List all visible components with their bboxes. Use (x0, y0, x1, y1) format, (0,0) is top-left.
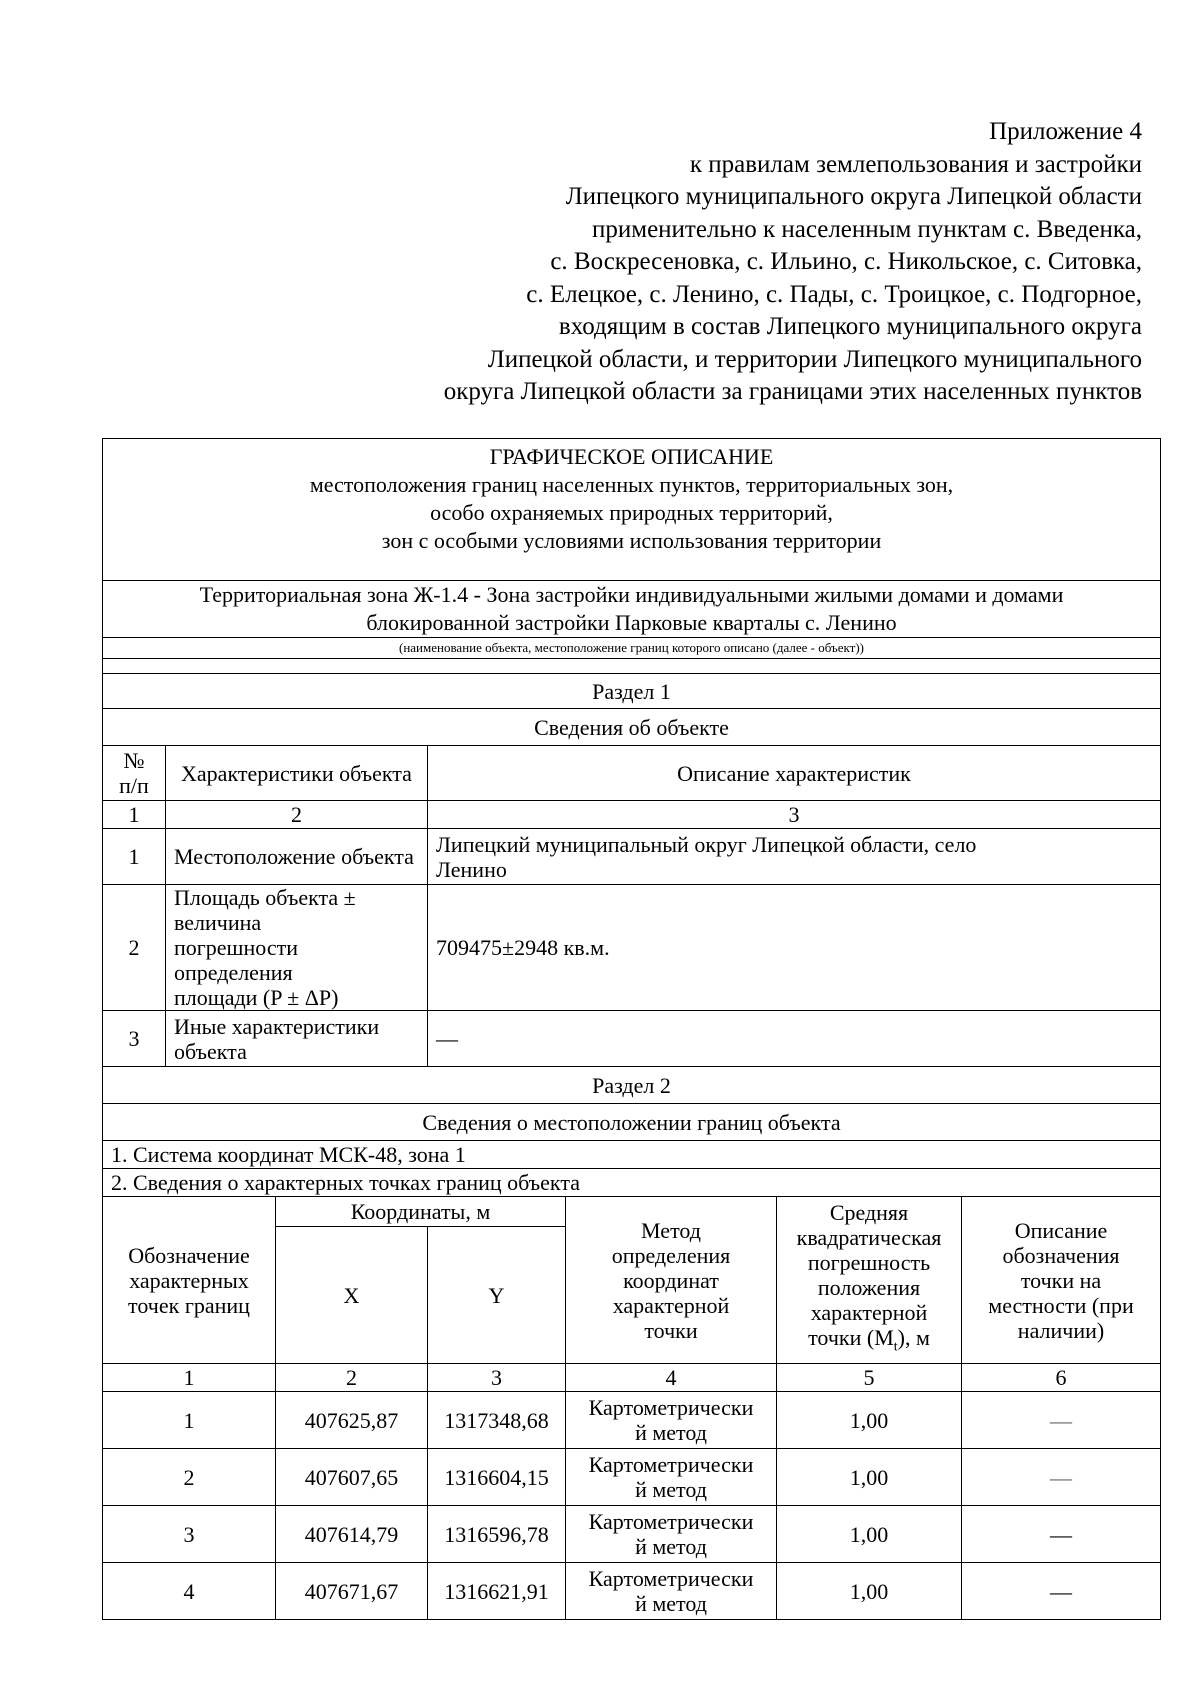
method-line: Картометрически (588, 1452, 754, 1477)
method-line: й метод (635, 1591, 707, 1616)
coordinate-system: 1. Система координат МСК-48, зона 1 (103, 1141, 1161, 1169)
section1-header-description: Описание характеристик (428, 746, 1161, 801)
header-line: точки на (1020, 1267, 1102, 1293)
point-id: 2 (103, 1449, 276, 1506)
point-note: — (962, 1449, 1161, 1506)
section1-col-number: 1 (103, 801, 166, 829)
characteristic-description (428, 829, 1161, 885)
annex-line: применительно к населенным пунктам с. Введенка, (592, 215, 1142, 243)
point-error: 1,00 (777, 1392, 962, 1449)
header-line: Обозначение (128, 1242, 250, 1268)
header-point-description (962, 1197, 1161, 1364)
point-note: — (962, 1506, 1161, 1563)
header-line: погрешность (807, 1250, 931, 1276)
object-name-line: блокированной застройки Парковые кварталы с. Ленино (366, 610, 897, 635)
header-line: характерной (810, 1300, 928, 1326)
characteristic-description (428, 885, 1161, 1011)
header-line: координат (623, 1267, 719, 1293)
point-method (566, 1506, 777, 1563)
method-line: Картометрически (588, 1509, 754, 1534)
description-line: Ленино (436, 856, 507, 882)
annex-line: Приложение 4 (989, 118, 1142, 145)
point-method (566, 1563, 777, 1620)
header-line (783, 1325, 955, 1359)
document-title: ГРАФИЧЕСКОЕ ОПИСАНИЕ (489, 444, 774, 469)
section2-col-number: 6 (962, 1364, 1161, 1392)
object-name-cell (103, 581, 1161, 638)
header-mean-error (777, 1197, 962, 1364)
row-number: 3 (103, 1011, 166, 1067)
annex-line: Липецкой области, и территории Липецкого муниципального (487, 345, 1142, 373)
header-line: точек границ (128, 1292, 250, 1318)
point-y: 1316596,78 (428, 1506, 566, 1563)
header-line: наличии) (1017, 1317, 1105, 1343)
header-line: точки (644, 1317, 698, 1343)
annex-line: с. Елецкое, с. Ленино, с. Пады, с. Троицкое, с. Подгорное, (526, 280, 1142, 308)
annex-line: с. Воскресеновка, с. Ильино, с. Никольское, с. Ситовка, (550, 248, 1142, 275)
row-number: 1 (103, 829, 166, 885)
section2-col-number: 3 (428, 1364, 566, 1392)
header-line: Метод (641, 1217, 701, 1243)
header-method (566, 1197, 777, 1364)
characteristic (166, 829, 428, 885)
characteristic-line: погрешности определения (174, 935, 298, 985)
section1-header-characteristics: Характеристики объекта (166, 746, 428, 801)
characteristic (166, 885, 428, 1011)
header-line-part: ), м (897, 1325, 930, 1351)
section1-header-num (103, 746, 166, 801)
section1-title: Раздел 1 (103, 674, 1161, 709)
header-num-line: п/п (119, 773, 149, 798)
header-coordinates: Координаты, м (276, 1197, 566, 1227)
document-subtitle-line: зон с особыми условиями использования территории (381, 528, 882, 553)
table-row (103, 1449, 1161, 1506)
header-line-subscript: t (893, 1339, 898, 1355)
header-y: Y (428, 1227, 566, 1364)
point-y: 1316604,15 (428, 1449, 566, 1506)
characteristic-line: Иные характеристики (174, 1013, 380, 1039)
table-row (103, 1563, 1161, 1620)
document-subtitle-line: особо охраняемых природных территорий, (430, 500, 833, 525)
section2-title: Раздел 2 (103, 1067, 1161, 1104)
section2-col-number: 1 (103, 1364, 276, 1392)
annex-line: входящим в состав Липецкого муниципального округа (558, 313, 1142, 340)
method-line: Картометрически (588, 1395, 754, 1420)
document-title-cell (103, 439, 1161, 581)
header-num-line: № (123, 748, 145, 773)
header-x: X (276, 1227, 428, 1364)
description-line: 709475±2948 кв.м. (436, 935, 610, 960)
point-x: 407607,65 (276, 1449, 428, 1506)
method-line: й метод (635, 1534, 707, 1559)
table-row (103, 829, 1161, 885)
annex-line: Липецкого муниципального округа Липецкой области (565, 183, 1142, 210)
header-line: местности (при (988, 1292, 1134, 1318)
points-caption: 2. Сведения о характерных точках границ объекта (103, 1169, 1161, 1197)
header-line: характерных (129, 1267, 249, 1293)
point-x: 407614,79 (276, 1506, 428, 1563)
point-method (566, 1449, 777, 1506)
header-line: положения (817, 1275, 921, 1301)
section2-col-number: 2 (276, 1364, 428, 1392)
section2-subtitle: Сведения о местоположении границ объекта (103, 1104, 1161, 1141)
row-number: 2 (103, 885, 166, 1011)
annex-line: округа Липецкой области за границами этих населенных пунктов (443, 378, 1142, 405)
table-row (103, 885, 1161, 1011)
method-line: й метод (635, 1477, 707, 1502)
graphic-description-table (102, 438, 1161, 1620)
header-designation (103, 1197, 276, 1364)
section2-col-number: 5 (777, 1364, 962, 1392)
point-note: — (962, 1392, 1161, 1449)
annex-line: к правилам землепользования и застройки (689, 150, 1142, 178)
characteristic-line: Площадь объекта ± величина (174, 885, 356, 935)
point-x: 407671,67 (276, 1563, 428, 1620)
description-line: — (436, 1026, 458, 1051)
point-id: 1 (103, 1392, 276, 1449)
header-line: определения (611, 1242, 731, 1268)
spacer-row (103, 659, 1161, 674)
method-line: Картометрически (588, 1566, 754, 1591)
header-line: характерной (612, 1292, 730, 1318)
header-line: Описание (1014, 1217, 1108, 1243)
section1-subtitle: Сведения об объекте (103, 709, 1161, 746)
table-row (103, 1392, 1161, 1449)
header-line: Средняя (829, 1200, 909, 1226)
point-error: 1,00 (777, 1563, 962, 1620)
characteristic (166, 1011, 428, 1067)
header-line: квадратическая (796, 1225, 942, 1251)
point-error: 1,00 (777, 1506, 962, 1563)
point-id: 3 (103, 1506, 276, 1563)
point-y: 1316621,91 (428, 1563, 566, 1620)
characteristic-line: объекта (174, 1038, 247, 1064)
point-y: 1317348,68 (428, 1392, 566, 1449)
document-subtitle-line: местоположения границ населенных пунктов, территориальных зон, (309, 472, 954, 497)
point-id: 4 (103, 1563, 276, 1620)
section2-col-number: 4 (566, 1364, 777, 1392)
point-error: 1,00 (777, 1449, 962, 1506)
object-name-line: Территориальная зона Ж-1.4 - Зона застройки индивидуальными жилыми домами и домами (199, 582, 1064, 607)
section1-col-number: 2 (166, 801, 428, 829)
point-note: — (962, 1563, 1161, 1620)
characteristic-description (428, 1011, 1161, 1067)
table-row (103, 1506, 1161, 1563)
section1-col-number: 3 (428, 801, 1161, 829)
description-line: Липецкий муниципальный округ Липецкой области, село (436, 831, 977, 857)
method-line: й метод (635, 1420, 707, 1445)
point-x: 407625,87 (276, 1392, 428, 1449)
header-line: обозначения (1002, 1242, 1120, 1268)
object-name-caption: (наименование объекта, местоположение границ которого описано (далее - объект)) (103, 638, 1161, 659)
header-line-part: точки (M (808, 1325, 894, 1351)
characteristic-line: площади (P ± ΔP) (174, 985, 339, 1010)
point-method (566, 1392, 777, 1449)
annex-header (242, 116, 1142, 409)
table-row (103, 1011, 1161, 1067)
characteristic-line: Местоположение объекта (174, 844, 414, 869)
